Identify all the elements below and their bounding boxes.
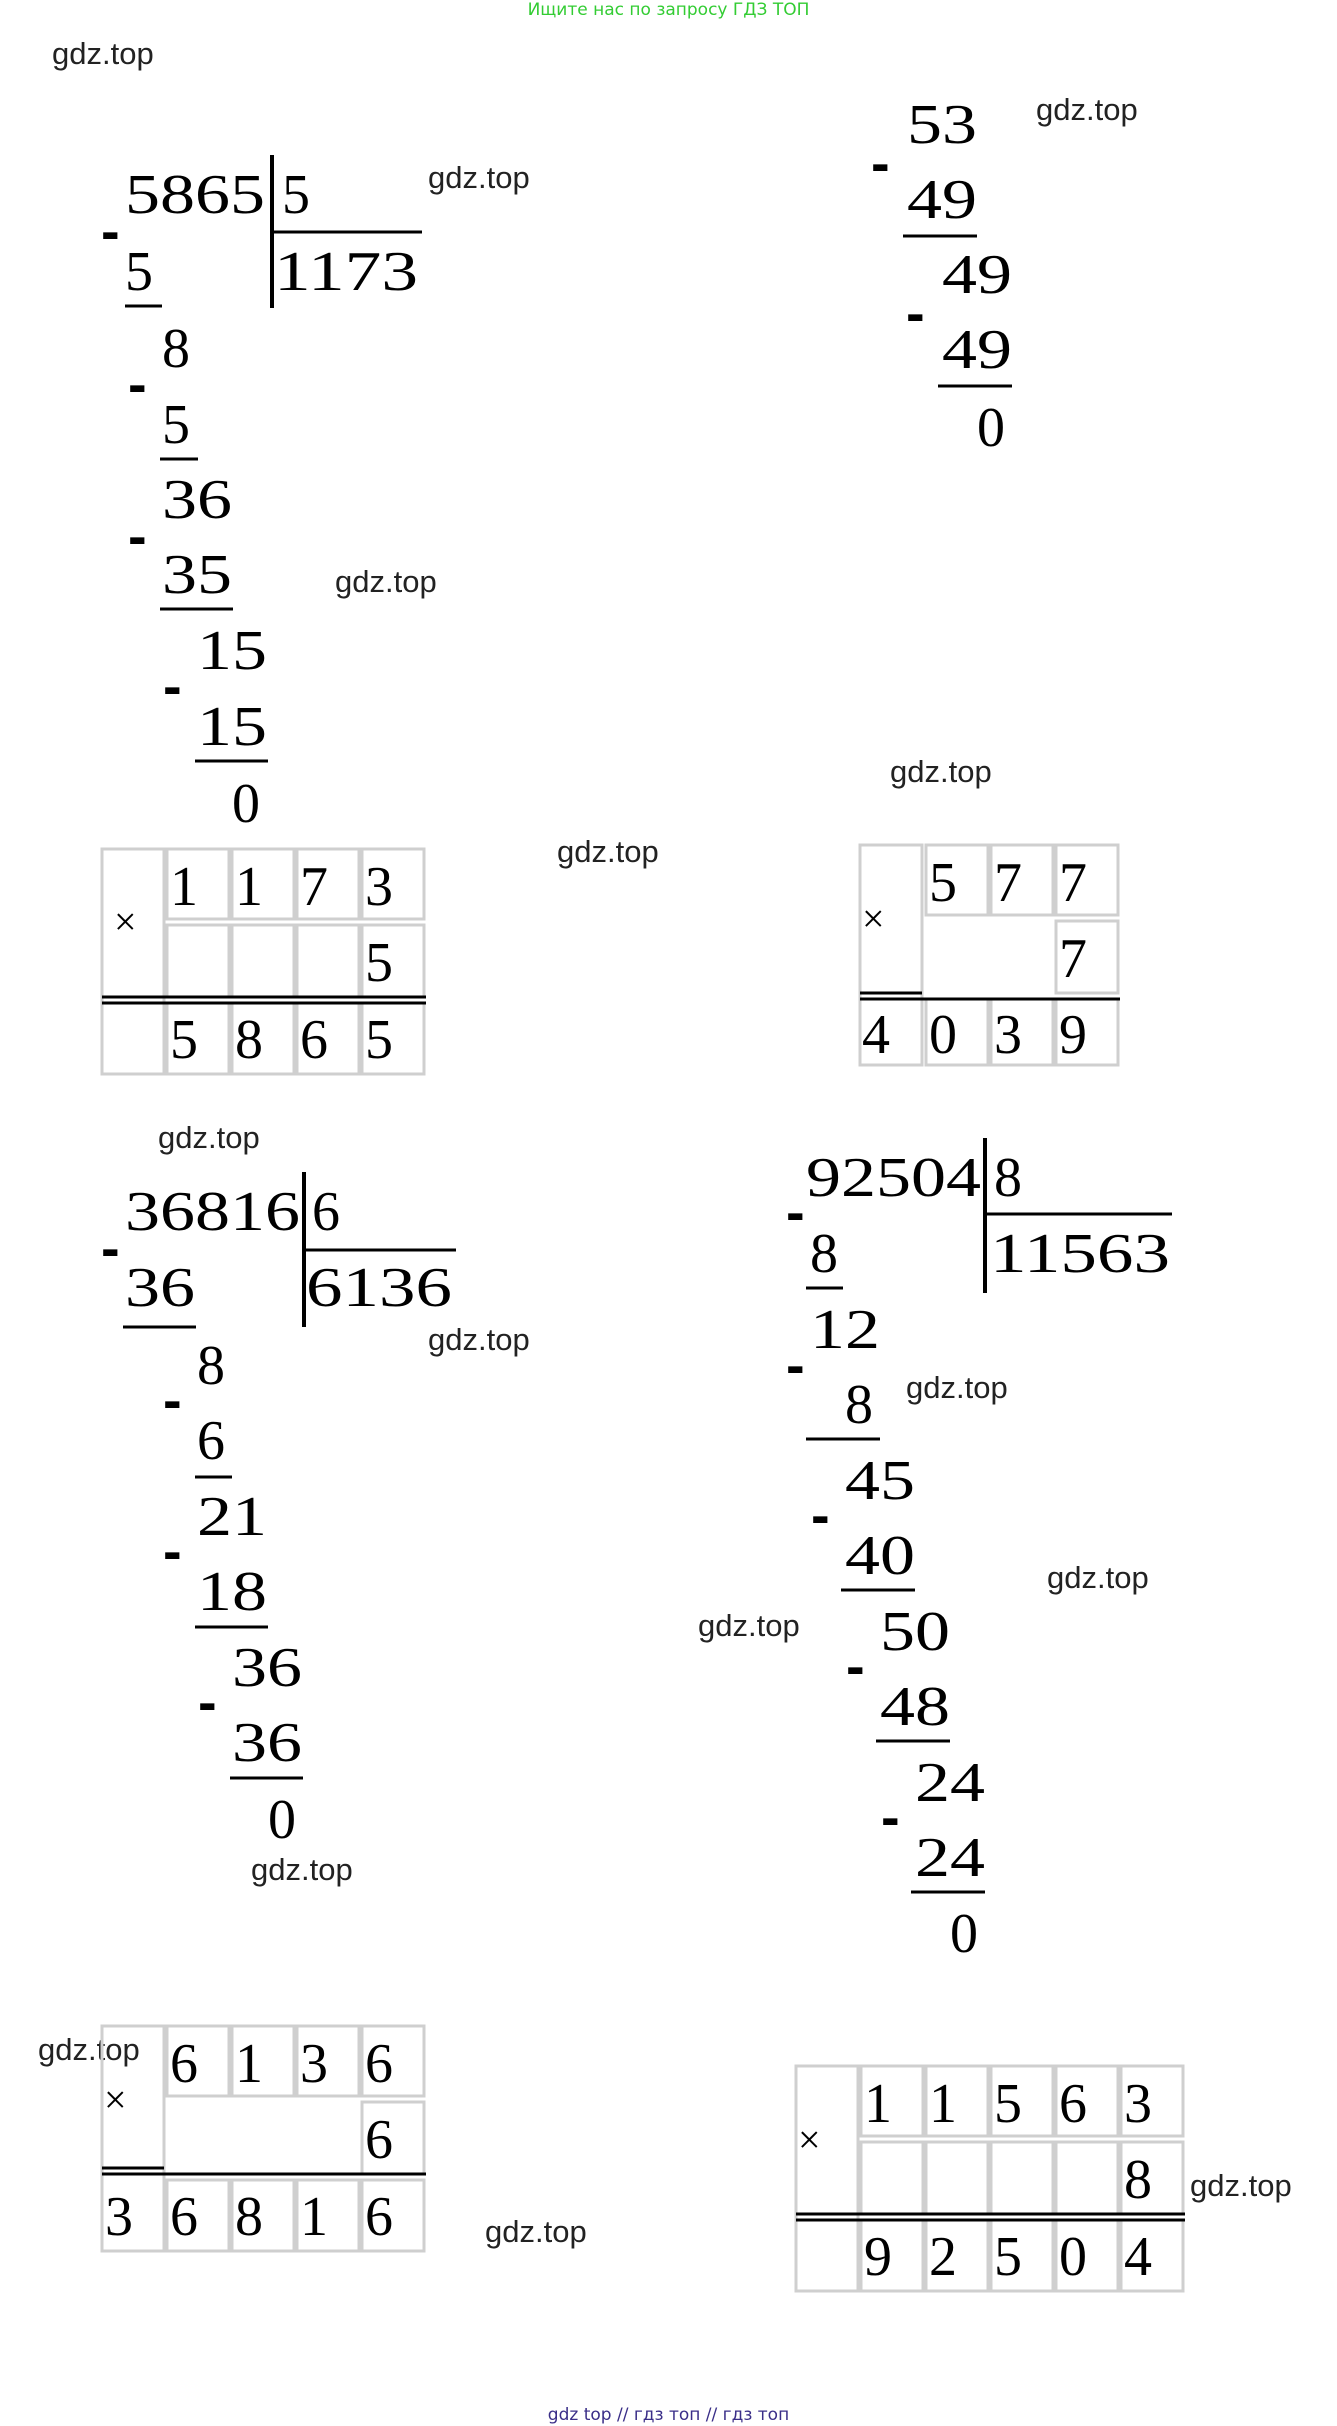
minus-sign: -: [163, 1519, 182, 1582]
digit: 6: [365, 2109, 393, 2171]
grid-cell: [991, 2142, 1053, 2214]
watermark: gdz.top: [428, 1322, 530, 1357]
step: 36: [232, 1712, 302, 1774]
digit: 5: [170, 1009, 198, 1071]
digit: 5: [365, 932, 393, 994]
digit: 3: [1124, 2073, 1152, 2135]
watermark: gdz.top: [251, 1852, 353, 1887]
digit: 7: [1059, 928, 1087, 990]
multiply-sign: ×: [862, 896, 885, 941]
digit: 1: [300, 2186, 328, 2248]
watermark: gdz.top: [698, 1608, 800, 1643]
digit: 1: [235, 2033, 263, 2095]
step: 0: [977, 397, 1005, 459]
multiply-sign: ×: [114, 899, 137, 944]
step: 8: [810, 1223, 838, 1285]
minus-sign: -: [786, 1180, 805, 1243]
step: 49: [942, 244, 1012, 306]
step: 0: [232, 773, 260, 835]
step: 36: [232, 1637, 302, 1699]
watermark: gdz.top: [38, 2032, 140, 2067]
digit: 3: [105, 2186, 133, 2248]
watermark: gdz.top: [1036, 92, 1138, 127]
divisor: 5: [282, 164, 310, 226]
digit: 3: [365, 856, 393, 918]
watermark: gdz.top: [1190, 2168, 1292, 2203]
multiply-sign: ×: [104, 2077, 127, 2122]
grid-cell: [796, 2066, 858, 2291]
step: 53: [907, 94, 977, 156]
digit: 6: [170, 2186, 198, 2248]
watermark: gdz.top: [158, 1120, 260, 1155]
multiplication-check-11563-by-8: [796, 2066, 1185, 2291]
dividend: 92504: [806, 1147, 981, 1209]
digit: 6: [170, 2033, 198, 2095]
step: 49: [942, 319, 1012, 381]
multiply-sign: ×: [798, 2117, 821, 2162]
digit: 4: [862, 1004, 890, 1066]
grid-cell: [297, 925, 359, 997]
watermark: gdz.top: [906, 1370, 1008, 1405]
digit: 1: [864, 2073, 892, 2135]
divisor: 8: [994, 1147, 1022, 1209]
minus-sign: -: [881, 1785, 900, 1848]
step: 0: [268, 1789, 296, 1851]
digit: 2: [929, 2226, 957, 2288]
watermark: gdz.top: [485, 2214, 587, 2249]
digit: 6: [365, 2033, 393, 2095]
minus-sign: -: [128, 504, 147, 567]
grid-cell: [167, 925, 229, 997]
quotient: 6136: [306, 1257, 452, 1319]
step: 6: [197, 1410, 225, 1472]
digit: 3: [994, 1004, 1022, 1066]
step: 8: [162, 318, 190, 380]
step: 18: [197, 1561, 267, 1623]
multiplication-check-1173-by-5: [102, 849, 426, 1074]
digit: 1: [235, 856, 263, 918]
minus-sign: -: [128, 352, 147, 415]
digit: 6: [1059, 2073, 1087, 2135]
long-division-92504-by-8: [786, 1138, 1172, 1965]
digit: 9: [1059, 1004, 1087, 1066]
step: 50: [880, 1601, 950, 1663]
multiplication-check-577-by-7: [860, 845, 1120, 1066]
minus-sign: -: [786, 1333, 805, 1396]
digit: 0: [1059, 2226, 1087, 2288]
minus-sign: -: [198, 1670, 217, 1733]
digit: 7: [1059, 852, 1087, 914]
step: 12: [810, 1299, 880, 1361]
watermark: gdz.top: [52, 36, 154, 71]
step: 15: [197, 620, 267, 682]
long-division-5865-by-5: [101, 155, 422, 835]
grid-cell: [926, 2142, 988, 2214]
step: 48: [880, 1676, 950, 1738]
watermark: gdz.top: [1047, 1560, 1149, 1595]
step: 35: [162, 544, 232, 606]
step: 5: [162, 394, 190, 456]
minus-sign: -: [871, 131, 890, 194]
digit: 6: [365, 2186, 393, 2248]
digit: 8: [235, 1009, 263, 1071]
multiplication-check-6136-by-6: [102, 2026, 426, 2251]
digit: 1: [929, 2073, 957, 2135]
step: 24: [915, 1752, 985, 1814]
digit: 5: [365, 1009, 393, 1071]
step: 36: [125, 1257, 195, 1319]
watermark: gdz.top: [335, 564, 437, 599]
dividend: 5865: [125, 164, 265, 226]
digit: 9: [864, 2226, 892, 2288]
minus-sign: -: [811, 1483, 830, 1546]
watermark: gdz.top: [557, 834, 659, 869]
step: 36: [162, 469, 232, 531]
step: 24: [915, 1827, 985, 1889]
step: 40: [845, 1525, 915, 1587]
subtraction-steps-53: [871, 94, 1012, 459]
minus-sign: -: [163, 654, 182, 717]
digit: 5: [994, 2073, 1022, 2135]
minus-sign: -: [101, 199, 120, 262]
digit: 6: [300, 1009, 328, 1071]
minus-sign: -: [846, 1634, 865, 1697]
watermark: gdz.top: [428, 160, 530, 195]
step: 8: [197, 1335, 225, 1397]
grid-cell: [232, 925, 294, 997]
step: 0: [950, 1903, 978, 1965]
dividend: 36816: [125, 1181, 300, 1243]
quotient: 11563: [990, 1223, 1170, 1285]
digit: 5: [929, 852, 957, 914]
digit: 7: [300, 856, 328, 918]
header-text: Ищите нас по запросу ГДЗ ТОП: [527, 0, 810, 20]
step: 8: [845, 1374, 873, 1436]
divisor: 6: [312, 1181, 340, 1243]
digit: 5: [994, 2226, 1022, 2288]
digit: 8: [1124, 2149, 1152, 2211]
digit: 7: [994, 852, 1022, 914]
step: 15: [197, 696, 267, 758]
watermark: gdz.top: [890, 754, 992, 789]
digit: 1: [170, 856, 198, 918]
grid-cell: [861, 2142, 923, 2214]
digit: 3: [300, 2033, 328, 2095]
grid-cell: [1056, 2142, 1118, 2214]
digit: 0: [929, 1004, 957, 1066]
digit: 4: [1124, 2226, 1152, 2288]
long-division-36816-by-6: [101, 1172, 456, 1851]
minus-sign: -: [163, 1368, 182, 1431]
step: 45: [845, 1450, 915, 1512]
quotient: 1173: [274, 241, 418, 303]
step: 21: [197, 1486, 267, 1548]
minus-sign: -: [906, 281, 925, 344]
step: 5: [125, 241, 153, 303]
minus-sign: -: [101, 1216, 120, 1279]
footer-text: gdz top // гдз топ // гдз топ: [547, 2405, 790, 2425]
digit: 8: [235, 2186, 263, 2248]
step: 49: [907, 169, 977, 231]
grid-cell: [102, 849, 164, 1074]
